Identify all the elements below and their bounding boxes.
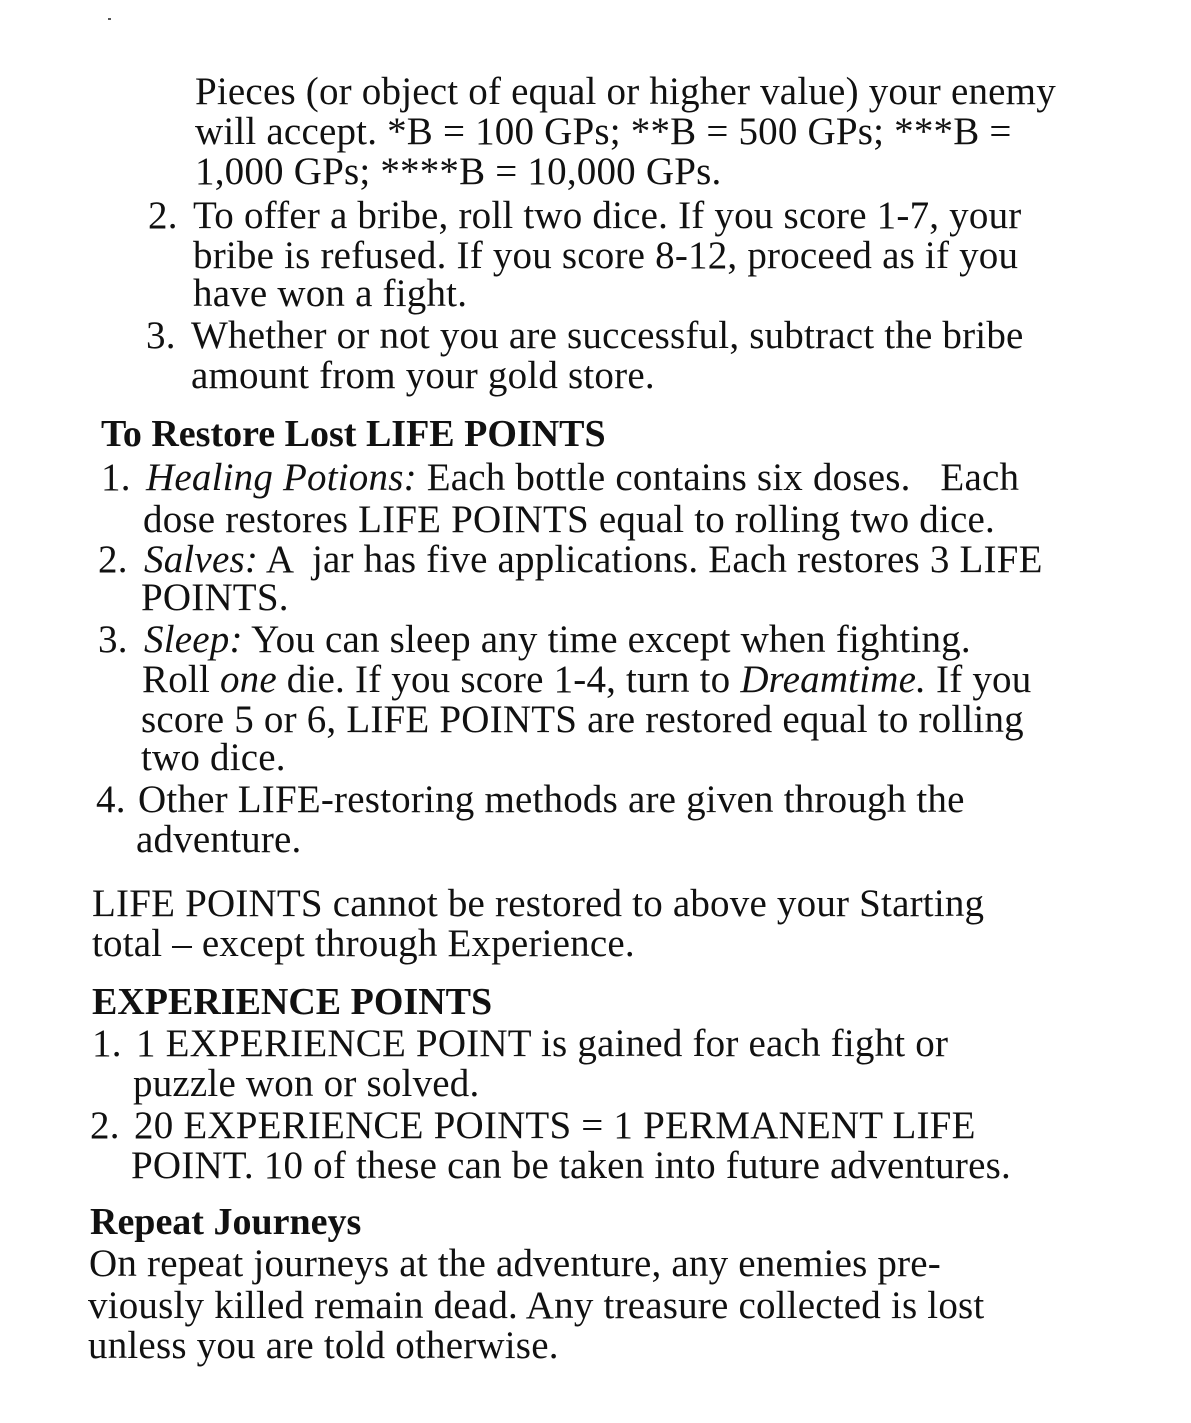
restore-note-line: LIFE POINTS cannot be restored to above your Starting — [92, 882, 985, 925]
restore-item-line — [144, 620, 971, 660]
item-text: Each bottle contains six doses. Each — [416, 456, 1020, 499]
item-text: A jar has five applications. Each restores 3 LIFE — [258, 538, 1043, 581]
item-text: If you — [926, 658, 1032, 701]
restore-item-line — [142, 660, 1031, 700]
repeat-text-line: viously killed remain dead. Any treasure collected is lost — [88, 1284, 985, 1327]
restore-item-line: two dice. — [141, 736, 286, 779]
item-label: Sleep: — [144, 618, 243, 661]
item-label: Healing Potions: — [146, 456, 417, 499]
list-item-number: 1. — [101, 456, 131, 499]
restore-item-line — [144, 540, 1043, 580]
experience-item-line: 1 EXPERIENCE POINT is gained for each fight or — [136, 1022, 949, 1065]
repeat-text-line: unless you are told otherwise. — [88, 1324, 559, 1367]
bribe-text-line: 1,000 GPs; ****B = 10,000 GPs. — [195, 150, 722, 193]
restore-item-line: dose restores LIFE POINTS equal to rolling two dice. — [143, 498, 996, 541]
list-item-number: 1. — [92, 1022, 122, 1065]
bribe-text-line: will accept. *B = 100 GPs; **B = 500 GPs; ***B = — [195, 110, 1012, 153]
item-emphasis: Dreamtime. — [740, 658, 927, 701]
restore-item-line: adventure. — [136, 818, 302, 861]
bribe-item-line: Whether or not you are successful, subtract the bribe — [191, 314, 1024, 357]
experience-item-line: 20 EXPERIENCE POINTS = 1 PERMANENT LIFE — [134, 1104, 976, 1147]
list-item-number: 4. — [96, 778, 126, 821]
bribe-item-line: amount from your gold store. — [191, 354, 655, 397]
section-heading-repeat: Repeat Journeys — [90, 1201, 362, 1243]
experience-item-line: POINT. 10 of these can be taken into future adventures. — [131, 1144, 1011, 1187]
item-text: Roll — [142, 658, 220, 701]
bribe-text-line: Pieces (or object of equal or higher value) your enemy — [195, 70, 1056, 113]
bribe-item-line: bribe is refused. If you score 8-12, proceed as if you — [193, 234, 1019, 277]
restore-item-line — [146, 458, 1019, 498]
restore-note-line: total – except through Experience. — [92, 922, 635, 965]
repeat-text-line: On repeat journeys at the adventure, any enemies pre- — [89, 1242, 941, 1285]
list-item-number: 2. — [90, 1104, 120, 1147]
item-text: die. If you score 1-4, turn to — [276, 658, 741, 701]
list-item-number: 2. — [98, 538, 128, 581]
restore-item-line: POINTS. — [141, 576, 289, 619]
restore-item-line: Other LIFE-restoring methods are given through the — [138, 778, 965, 821]
list-item-number: 2. — [148, 194, 178, 237]
list-item-number: 3. — [98, 618, 128, 661]
restore-item-line: score 5 or 6, LIFE POINTS are restored equal to rolling — [141, 698, 1024, 741]
experience-item-line: puzzle won or solved. — [133, 1062, 480, 1105]
item-emphasis: one — [219, 658, 277, 701]
bribe-item-line: have won a fight. — [193, 272, 468, 315]
section-heading-experience: EXPERIENCE POINTS — [92, 981, 493, 1023]
section-heading-restore: To Restore Lost LIFE POINTS — [101, 413, 606, 455]
list-item-number: 3. — [146, 314, 176, 357]
item-text: You can sleep any time except when fighting. — [242, 618, 971, 661]
print-speck — [108, 18, 111, 20]
item-label: Salves: — [144, 538, 259, 581]
bribe-item-line: To offer a bribe, roll two dice. If you score 1-7, your — [193, 194, 1022, 237]
